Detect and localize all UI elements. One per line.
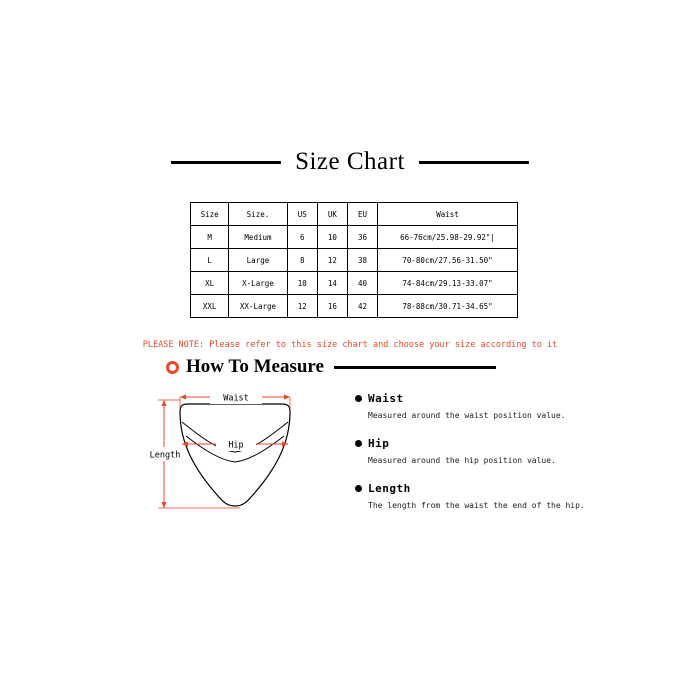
cell-us: 12 xyxy=(287,295,317,318)
column-header-waist: Waist xyxy=(378,203,518,226)
bullet-dot-icon xyxy=(355,440,362,447)
column-header-eu: EU xyxy=(347,203,377,226)
cell-size: M xyxy=(191,226,229,249)
cell-uk: 12 xyxy=(317,249,347,272)
hip-label: Hip xyxy=(228,440,244,451)
cell-us: 6 xyxy=(287,226,317,249)
table-row xyxy=(191,295,518,318)
table-header-row xyxy=(191,203,518,226)
circle-bullet-icon xyxy=(166,361,179,374)
cell-eu: 38 xyxy=(347,249,377,272)
waist-arrow-head-left xyxy=(180,394,186,399)
measurement-diagram xyxy=(150,392,350,532)
legend-item-hip xyxy=(355,437,585,465)
cell-size-name: Medium xyxy=(229,226,287,249)
page-title: Size Chart xyxy=(295,148,405,175)
cell-us: 8 xyxy=(287,249,317,272)
panty-outline-svg xyxy=(150,392,350,532)
how-to-measure-rule xyxy=(334,366,496,369)
cell-eu: 40 xyxy=(347,272,377,295)
legend-description: The length from the waist the end of the hip. xyxy=(368,501,585,510)
how-to-measure-heading xyxy=(166,356,496,378)
legend-item-length xyxy=(355,482,585,510)
column-header-us: US xyxy=(287,203,317,226)
cell-size: L xyxy=(191,249,229,272)
cell-eu: 36 xyxy=(347,226,377,249)
table-row xyxy=(191,272,518,295)
waist-arrow-head-right xyxy=(284,394,290,399)
cell-size-name: XX-Large xyxy=(229,295,287,318)
column-header-uk: UK xyxy=(317,203,347,226)
measurement-legend xyxy=(355,392,585,527)
length-label: Length xyxy=(150,450,181,461)
bullet-dot-icon xyxy=(355,485,362,492)
how-to-measure-title: How To Measure xyxy=(186,356,324,377)
cell-us: 10 xyxy=(287,272,317,295)
legend-head xyxy=(355,437,585,450)
cell-size: XXL xyxy=(191,295,229,318)
cell-uk: 14 xyxy=(317,272,347,295)
cell-uk: 10 xyxy=(317,226,347,249)
garment-outline-path xyxy=(180,404,290,506)
cell-size: XL xyxy=(191,272,229,295)
title-rule-right xyxy=(419,161,529,164)
legend-title: Hip xyxy=(368,437,390,450)
legend-item-waist xyxy=(355,392,585,420)
length-arrow-head-top xyxy=(161,400,166,406)
column-header-size: Size xyxy=(191,203,229,226)
legend-title: Length xyxy=(368,482,411,495)
legend-description: Measured around the waist position value. xyxy=(368,411,566,420)
cell-waist: 70-80cm/27.56-31.50" xyxy=(378,249,518,272)
length-arrow-head-bottom xyxy=(161,502,166,508)
legend-description: Measured around the hip position value. xyxy=(368,456,556,465)
size-chart-table xyxy=(190,202,518,318)
legend-head xyxy=(355,482,585,495)
please-note-text: PLEASE NOTE: Please refer to this size chart and choose your size according to it xyxy=(142,340,558,350)
waist-label: Waist xyxy=(223,393,249,404)
page-title-row xyxy=(0,148,700,176)
table-row xyxy=(191,226,518,249)
column-header-size-name: Size. xyxy=(229,203,287,226)
cell-uk: 16 xyxy=(317,295,347,318)
cell-waist: 74-84cm/29.13-33.07" xyxy=(378,272,518,295)
legend-title: Waist xyxy=(368,392,404,405)
cell-waist: 66-76cm/25.98-29.92"| xyxy=(378,226,518,249)
bullet-dot-icon xyxy=(355,395,362,402)
legend-head xyxy=(355,392,585,405)
cell-size-name: X-Large xyxy=(229,272,287,295)
cell-eu: 42 xyxy=(347,295,377,318)
cell-waist: 78-88cm/30.71-34.65" xyxy=(378,295,518,318)
cell-size-name: Large xyxy=(229,249,287,272)
table-row xyxy=(191,249,518,272)
title-rule-left xyxy=(171,161,281,164)
